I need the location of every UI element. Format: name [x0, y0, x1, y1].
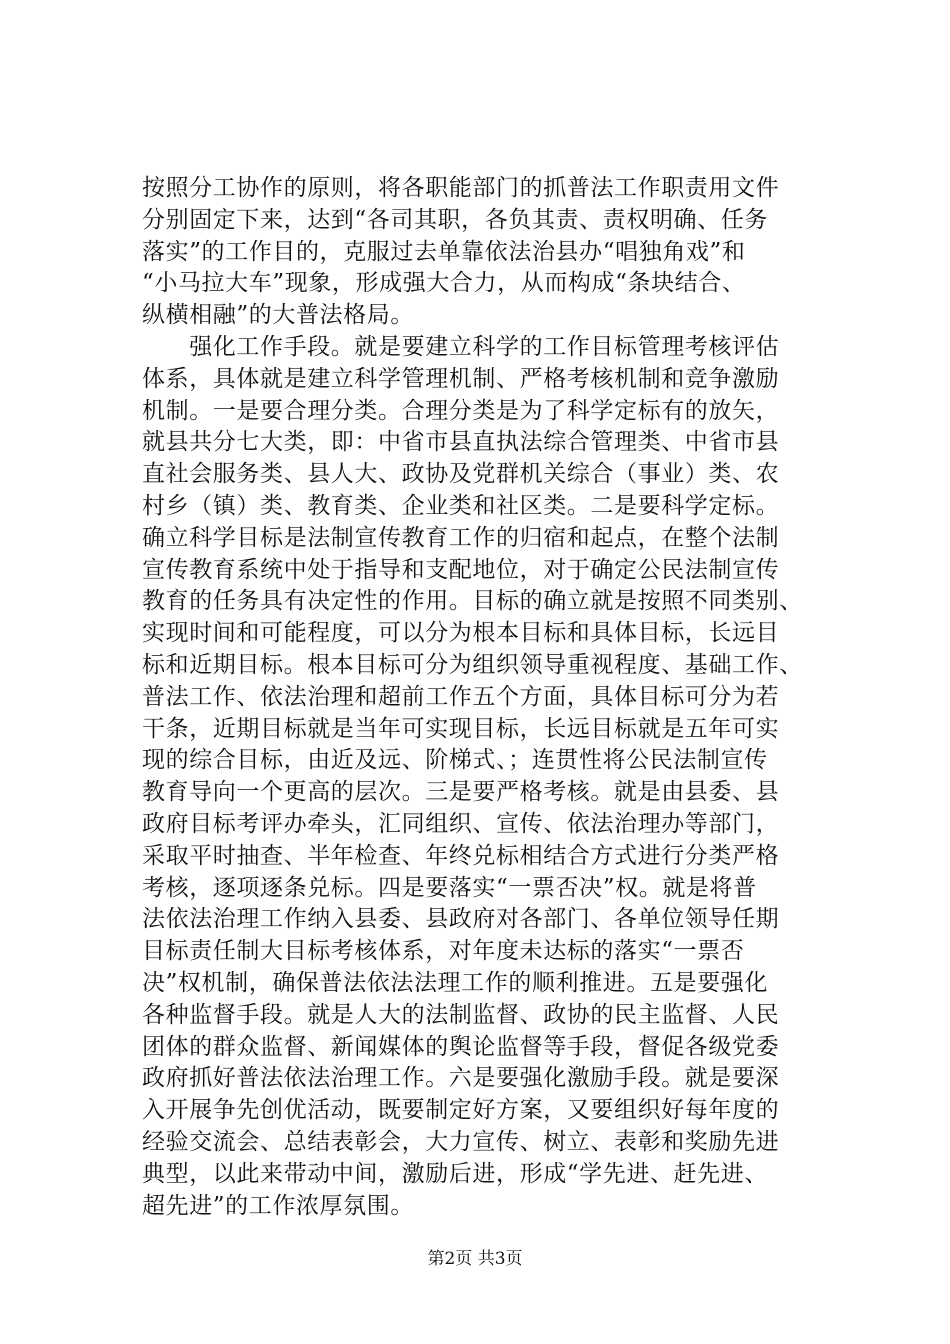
text-line: 按照分工协作的原则，将各职能部门的抓普法工作职责用文件 [142, 175, 780, 201]
text-line: 直社会服务类、县人大、政协及党群机关综合（事业）类、农 [142, 461, 780, 488]
text-line: 强化工作手段。就是要建立科学的工作目标管理考核评估 [142, 333, 780, 360]
text-line: 经验交流会、总结表彰会，大力宣传、树立、表彰和奖励先进 [142, 1128, 780, 1155]
text-line: 政府目标考评办牵头，汇同组织、宣传、依法治理办等部门， [142, 810, 780, 837]
body-text [142, 173, 822, 1222]
text-line: 典型，以此来带动中间，激励后进，形成“学先进、赶先进、 [142, 1160, 768, 1187]
text-line: 干条，近期目标就是当年可实现目标，长远目标就是五年可实 [142, 715, 780, 742]
text-line: 宣传教育系统中处于指导和支配地位，对于确定公民法制宣传 [142, 556, 780, 583]
text-line: 目标责任制大目标考核体系，对年度未达标的落实“一票否 [142, 938, 745, 965]
text-line: 各种监督手段。就是人大的法制监督、政协的民主监督、人民 [142, 1001, 780, 1028]
text-line: 教育的任务具有决定性的作用。目标的确立就是按照不同类别、 [142, 588, 803, 615]
text-line: 超先进”的工作浓厚氛围。 [142, 1192, 414, 1219]
text-line: 分别固定下来，达到“各司其职，各负其责、责权明确、任务 [142, 206, 768, 233]
text-line: 村乡（镇）类、教育类、企业类和社区类。二是要科学定标。 [142, 492, 780, 519]
text-line: “小马拉大车”现象，形成强大合力，从而构成“条块结合、 [142, 270, 746, 297]
text-line: 实现时间和可能程度，可以分为根本目标和具体目标，长远目 [142, 620, 780, 647]
page-number: 第2页 共3页 [427, 1249, 523, 1269]
text-line: 确立科学目标是法制宣传教育工作的归宿和起点，在整个法制 [142, 524, 780, 551]
text-line: 体系，具体就是建立科学管理机制、严格考核机制和竞争激励 [142, 365, 780, 392]
text-line: 就县共分七大类，即：中省市县直执法综合管理类、中省市县 [142, 429, 780, 456]
text-line: 采取平时抽查、半年检查、年终兑标相结合方式进行分类严格 [142, 842, 780, 869]
text-line: 教育导向一个更高的层次。三是要严格考核。就是由县委、县 [142, 779, 780, 806]
text-line: 纵横相融”的大普法格局。 [142, 302, 414, 329]
text-line: 法依法治理工作纳入县委、县政府对各部门、各单位领导任期 [142, 906, 780, 933]
text-line: 入开展争先创优活动，既要制定好方案，又要组织好每年度的 [142, 1097, 780, 1124]
text-line: 决”权机制，确保普法依法法理工作的顺利推进。五是要强化 [142, 969, 768, 996]
text-line: 普法工作、依法治理和超前工作五个方面，具体目标可分为若 [142, 683, 780, 710]
text-line: 落实”的工作目的，克服过去单靠依法治县办“唱独角戏”和 [142, 238, 746, 265]
text-line: 标和近期目标。根本目标可分为组织领导重视程度、基础工作、 [142, 651, 803, 678]
text-line: 政府抓好普法依法治理工作。六是要强化激励手段。就是要深 [142, 1065, 780, 1092]
text-line: 现的综合目标，由近及远、阶梯式、；连贯性将公民法制宣传 [142, 747, 768, 774]
text-line: 机制。一是要合理分类。合理分类是为了科学定标有的放矢， [142, 397, 780, 424]
text-line: 团体的群众监督、新闻媒体的舆论监督等手段，督促各级党委 [142, 1033, 780, 1060]
text-line: 考核，逐项逐条兑标。四是要落实“一票否决”权。就是将普 [142, 874, 757, 901]
